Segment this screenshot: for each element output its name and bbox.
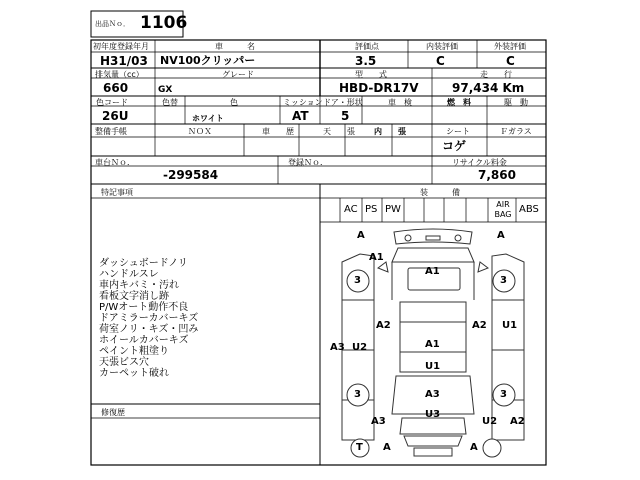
mark-u3-rear: U3 [425,409,441,420]
lot-label: 出品Ｎｏ． [95,20,130,28]
interior-trim-header: 内 張 [374,127,406,136]
interior-header: 内装評価 [426,42,458,51]
mark-u1-right: U1 [502,320,518,331]
nox-header: ＮＯＸ [188,127,212,136]
equipment-ps: PS [365,204,378,215]
recycle-value: 7,860 [478,168,516,182]
mark-tow-hook: T [356,442,363,453]
remarks-header: 特記事項 [101,188,133,197]
color-header: 色 [230,98,238,107]
car-name-value: NV100クリッパー [160,54,256,67]
color-code-header: 色コード [96,98,128,107]
manual-header: 整備手帳 [95,127,127,136]
doors-value: 5 [341,109,350,123]
seat-header: シート [446,127,470,136]
score-value: 3.5 [355,54,377,68]
mark-u2-bottom-right: U2 [482,416,498,427]
grade-value: GX [158,85,173,95]
equipment-pw: PW [385,204,401,215]
interior-value: C [436,54,445,68]
doors-header: ドア・形状 [323,98,363,107]
displacement-header: 排気量（cc） [95,70,144,79]
model-value: HBD-DR17V [339,81,419,95]
chassis-header: 車台Ｎｏ． [95,158,135,167]
displacement-value: 660 [103,81,129,95]
remark-item: 車内キバミ・汚れ [99,280,179,291]
remark-item: ホイールカバーキズ [99,335,189,346]
seat-value: コゲ [442,139,467,153]
mark-a1-front: A1 [369,252,384,263]
lot-number: 1106 [140,13,188,33]
remark-item: ハンドルスレ [99,269,159,280]
fuel-header: 燃 料 [447,98,471,107]
remark-item: カーペット破れ [99,368,169,379]
remarks-list [99,258,198,379]
remark-item: 天張ビス穴 [99,357,149,368]
model-header: 型 式 [355,70,387,79]
remark-item: P/Wオート動作不良 [99,302,189,313]
sunroof-header: 天 張 [323,127,355,136]
grade-header: グレード [222,70,254,79]
remark-item: 荷室ノリ・キズ・凹み [99,324,199,335]
chassis-value: -299584 [163,168,219,182]
exterior-value: C [506,54,515,68]
transmission-value: AT [292,109,309,123]
equipment-airbag: AIR BAG [494,200,512,219]
remark-item: ペイント粗塗り [99,346,169,357]
equipment-ac: AC [344,204,358,215]
mark-u1-roof: U1 [425,361,441,372]
drive-header: 駆 動 [504,98,528,107]
mark-a2-bottom-right: A2 [510,416,525,427]
mark-tire-rr: 3 [500,389,507,400]
history-header: 車 歴 [262,127,294,136]
mark-u2-left: U2 [352,342,368,353]
mark-a3-left: A3 [330,342,345,353]
mark-tire-rl: 3 [354,389,361,400]
mileage-value: 97,434 Km [452,81,525,95]
equipment-header: 装 備 [420,188,460,197]
mark-rear-left: A [383,442,391,453]
glass-header: Ｆガラス [500,127,532,136]
mark-a2-left: A2 [376,320,391,331]
inspection-header: 車 検 [388,98,412,107]
mark-a3-rear: A3 [425,389,440,400]
mark-rear-right: A [470,442,478,453]
mark-a2-right: A2 [472,320,487,331]
car-name-header: 車 名 [215,42,255,51]
first-reg-header: 初年度登録年月 [93,42,149,51]
remark-item: ドアミラーカバーキズ [99,313,199,324]
remark-item: 看板文字消し跡 [99,291,169,302]
color-code-value: 26U [102,109,129,123]
mark-a1-hood: A1 [425,266,440,277]
mark-a3-bottom-left: A3 [371,416,386,427]
mark-front-left: A [357,230,365,241]
repair-header: 修復歴 [101,408,125,417]
transmission-header: ミッション [283,98,323,107]
first-reg-value: H31/03 [100,54,148,68]
reg-no-header: 登録Ｎｏ． [288,158,328,167]
mileage-header: 走 行 [480,70,512,79]
recycle-header: リサイクル料金 [452,158,507,167]
mark-front-right: A [497,230,505,241]
exterior-header: 外装評価 [494,42,526,51]
equipment-abs: ABS [519,204,539,215]
score-header: 評価点 [355,42,379,51]
color-value: ホワイト [192,114,224,123]
color-change-header: 色替 [162,98,178,107]
mark-a1-roof: A1 [425,339,440,350]
remark-item: ダッシュボードノリ [99,258,188,269]
mark-tire-fl: 3 [354,275,361,286]
mark-tire-fr: 3 [500,275,507,286]
